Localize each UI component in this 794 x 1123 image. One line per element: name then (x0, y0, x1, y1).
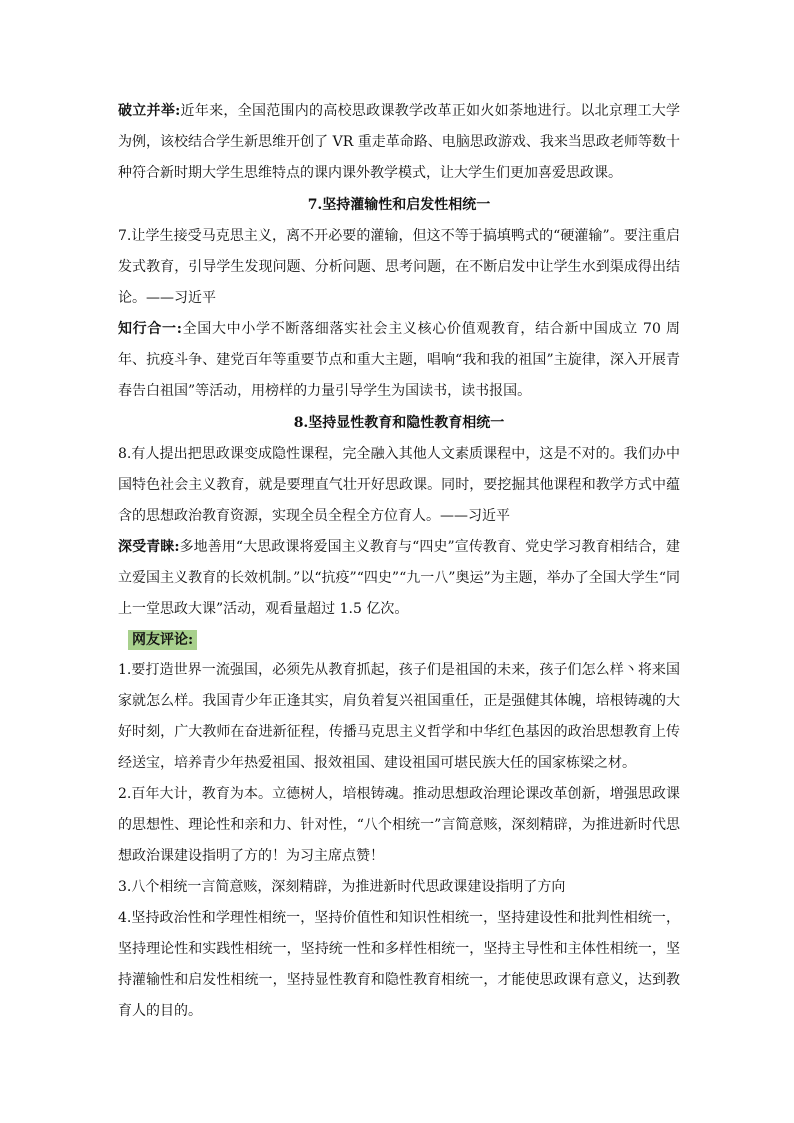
comment-item: 4.坚持政治性和学理性相统一，坚持价值性和知识性相统一，坚持建设性和批判性相统一，坚持理论性和实践性相统一，坚持统一性和多样性相统一，坚持主导性和主体性相统一，坚持灌输性和启发性相统一，坚持显性教育和隐性教育相统一，才能使思政课有意义，达到教育人的目的。 (118, 910, 680, 1019)
section-paragraph (118, 314, 680, 407)
section-heading: 7.坚持灌输性和启发性相统一 (307, 197, 491, 213)
section-paragraph (118, 96, 680, 189)
comments-label: 网友评论: (128, 630, 197, 650)
comment-item: 1.要打造世界一流强国，必须先从教育抓起，孩子们是祖国的未来，孩子们怎么样丶将来国家就怎么样。我国青少年正逢其实，肩负着复兴祖国重任，正是强健其体魄，培根铸魂的大好时刻，广大教师在奋进新征程，传播马克思主义哲学和中华红色基因的政治思想教育上传经送宝，培养青少年热爱祖国、报效祖国、建设祖国可堪民族大任的国家栋梁之材。 (118, 662, 680, 771)
quote-paragraph: 8.有人提出把思政课变成隐性课程，完全融入其他人文素质课程中，这是不对的。我们办中国特色社会主义教育，就是要理直气壮开好思政课。同时，要挖掘其他课程和教学方式中蕴含的思想政治教育资源，实现全员全程全方位育人。——习近平 (118, 446, 680, 524)
comment-item: 2.百年大计，教育为本。立德树人，培根铸魂。推动思想政治理论课改革创新，增强思政课的思想性、理论性和亲和力、针对性，“八个相统一”言简意赅，深刻精辟，为推进新时代思想政治课建设指明了方的！为习主席点赞！ (118, 786, 680, 864)
paragraph-text: 全国大中小学不断落细落实社会主义核心价值观教育，结合新中国成立 70 周年、抗疫斗争、建党百年等重要节点和重大主题，唱响“我和我的祖国”主旋律，深入开展青春告白祖国”等活动，用榜样的力量引导学生为国读书，读书报国。 (118, 321, 680, 399)
quote-paragraph: 7.让学生接受马克思主义，离不开必要的灌输，但这不等于搞填鸭式的“硬灌输”。要注重启发式教育，引导学生发现问题、分析问题、思考问题，在不断启发中让学生水到渠成得出结论。——习近平 (118, 228, 680, 306)
comments-label-row (118, 625, 680, 655)
paragraph-label: 深受青睐: (118, 539, 180, 555)
paragraph-label: 破立并举: (118, 103, 181, 119)
paragraph-text: 近年来，全国范围内的高校思政课教学改革正如火如荼地进行。以北京理工大学为例，该校结合学生新思维开创了 VR 重走革命路、电脑思政游戏、我来当思政老师等数十种符合新时期大学生思维特点的课内课外教学模式，让大学生们更加喜爱思政课。 (118, 103, 680, 181)
document-page (118, 96, 680, 1027)
paragraph-text: 多地善用“大思政课将爱国主义教育与“四史”宣传教育、党史学习教育相结合，建立爱国主义教育的长效机制。”以“抗疫”“四史”“九一八”奥运”为主题，举办了全国大学生“同上一堂思政大课”活动，观看量超过 1.5 亿次。 (118, 539, 680, 617)
section-heading: 8.坚持显性教育和隐性教育相统一 (293, 415, 505, 431)
paragraph-label: 知行合一: (118, 321, 182, 337)
comment-item: 3.八个相统一言简意赅，深刻精辟，为推进新时代思政课建设指明了方向 (118, 879, 566, 895)
section-paragraph (118, 532, 680, 625)
